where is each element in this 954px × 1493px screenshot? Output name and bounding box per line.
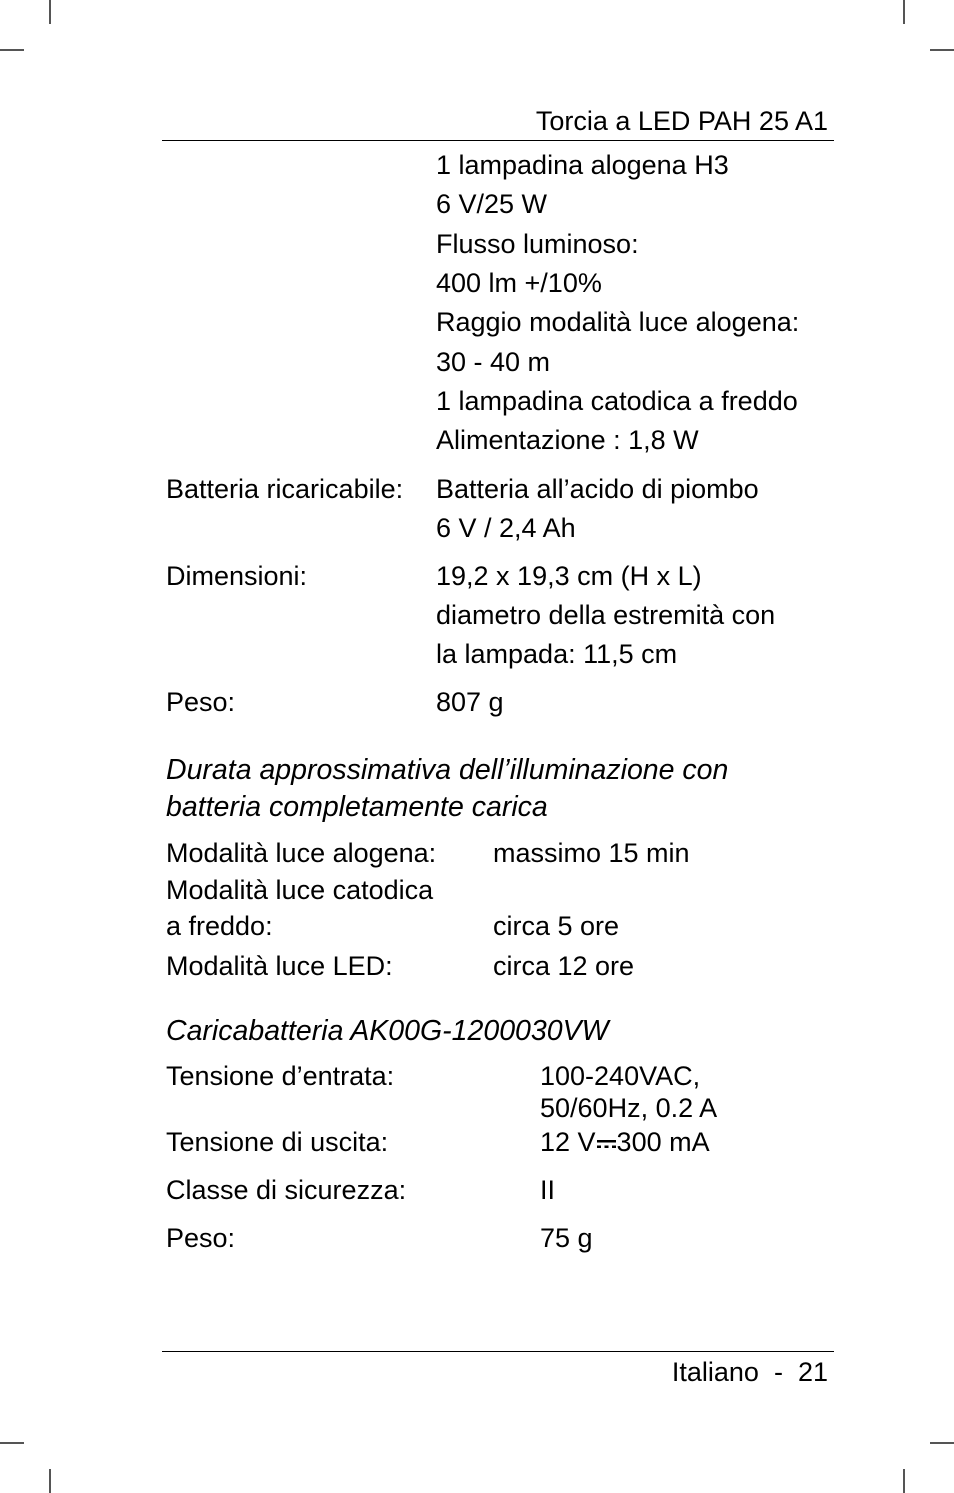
header-rule: [162, 140, 834, 141]
dimensions-value-line: la lampada: 11,5 cm: [436, 639, 678, 669]
header-title: Torcia a LED PAH 25 A1: [535, 106, 828, 136]
dimensions-label: Dimensioni:: [166, 561, 308, 591]
charger-weight-label: Peso:: [166, 1223, 236, 1253]
charger-output-voltage: 12 V: [540, 1127, 596, 1157]
halogen-duration-label: Modalità luce alogena:: [166, 838, 437, 868]
charger-safety-value: II: [540, 1175, 556, 1205]
lamp-spec-line: Alimentazione : 1,8 W: [436, 425, 699, 455]
footer-page-info: [672, 1357, 828, 1387]
crop-mark-top-left-vertical: [49, 0, 51, 24]
charger-input-label: Tensione d’entrata:: [166, 1061, 395, 1091]
charger-heading: Caricabatteria AK00G-1200030VW: [166, 1015, 609, 1047]
charger-safety-label: Classe di sicurezza:: [166, 1175, 407, 1205]
cathode-duration-label: a freddo:: [166, 911, 273, 941]
footer-language: Italiano: [671, 1357, 759, 1387]
lamp-spec-line: Flusso luminoso:: [436, 229, 639, 259]
charger-output-label: Tensione di uscita:: [166, 1127, 389, 1157]
charger-output-current: 300 mA: [616, 1127, 710, 1157]
battery-value-line: Batteria all’acido di piombo: [436, 474, 759, 504]
battery-value-line: 6 V / 2,4 Ah: [436, 513, 576, 543]
crop-mark-bottom-right-horizontal: [930, 1442, 954, 1444]
battery-label: Batteria ricaricabile:: [166, 474, 404, 504]
lamp-spec-line: 400 lm +/10%: [436, 268, 602, 298]
charger-weight-value: 75 g: [540, 1223, 593, 1253]
duration-heading-line: batteria completamente carica: [166, 791, 548, 823]
lamp-spec-line: 1 lampadina alogena H3: [436, 150, 729, 180]
charger-input-value: 50/60Hz, 0.2 A: [540, 1093, 718, 1123]
crop-mark-top-right-horizontal: [930, 49, 954, 51]
crop-mark-top-left-horizontal: [0, 49, 24, 51]
cathode-duration-label: Modalità luce catodica: [166, 875, 434, 905]
dimensions-value-line: diametro della estremità con: [436, 600, 776, 630]
cathode-duration-value: circa 5 ore: [493, 911, 620, 941]
halogen-duration-value: massimo 15 min: [493, 838, 690, 868]
crop-mark-bottom-left-vertical: [49, 1469, 51, 1493]
crop-mark-bottom-left-horizontal: [0, 1442, 24, 1444]
dimensions-value-line: 19,2 x 19,3 cm (H x L): [436, 561, 702, 591]
charger-input-value: 100-240VAC,: [540, 1061, 701, 1091]
lamp-spec-line: 6 V/25 W: [436, 189, 548, 219]
page-number: 21: [797, 1357, 828, 1387]
weight-value: 807 g: [436, 687, 504, 717]
crop-mark-top-right-vertical: [903, 0, 905, 24]
footer-separator: -: [773, 1357, 783, 1387]
crop-mark-bottom-right-vertical: [903, 1469, 905, 1493]
duration-heading-line: Durata approssimativa dell’illuminazione con: [166, 754, 729, 786]
weight-label: Peso:: [166, 687, 236, 717]
led-duration-value: circa 12 ore: [493, 951, 635, 981]
direct-current-icon: [597, 1138, 616, 1150]
lamp-spec-line: Raggio modalità luce alogena:: [436, 307, 800, 337]
lamp-spec-line: 1 lampadina catodica a freddo: [436, 386, 798, 416]
footer-rule: [162, 1351, 834, 1352]
led-duration-label: Modalità luce LED:: [166, 951, 393, 981]
charger-output-value: [540, 1127, 710, 1157]
lamp-spec-line: 30 - 40 m: [436, 347, 551, 377]
